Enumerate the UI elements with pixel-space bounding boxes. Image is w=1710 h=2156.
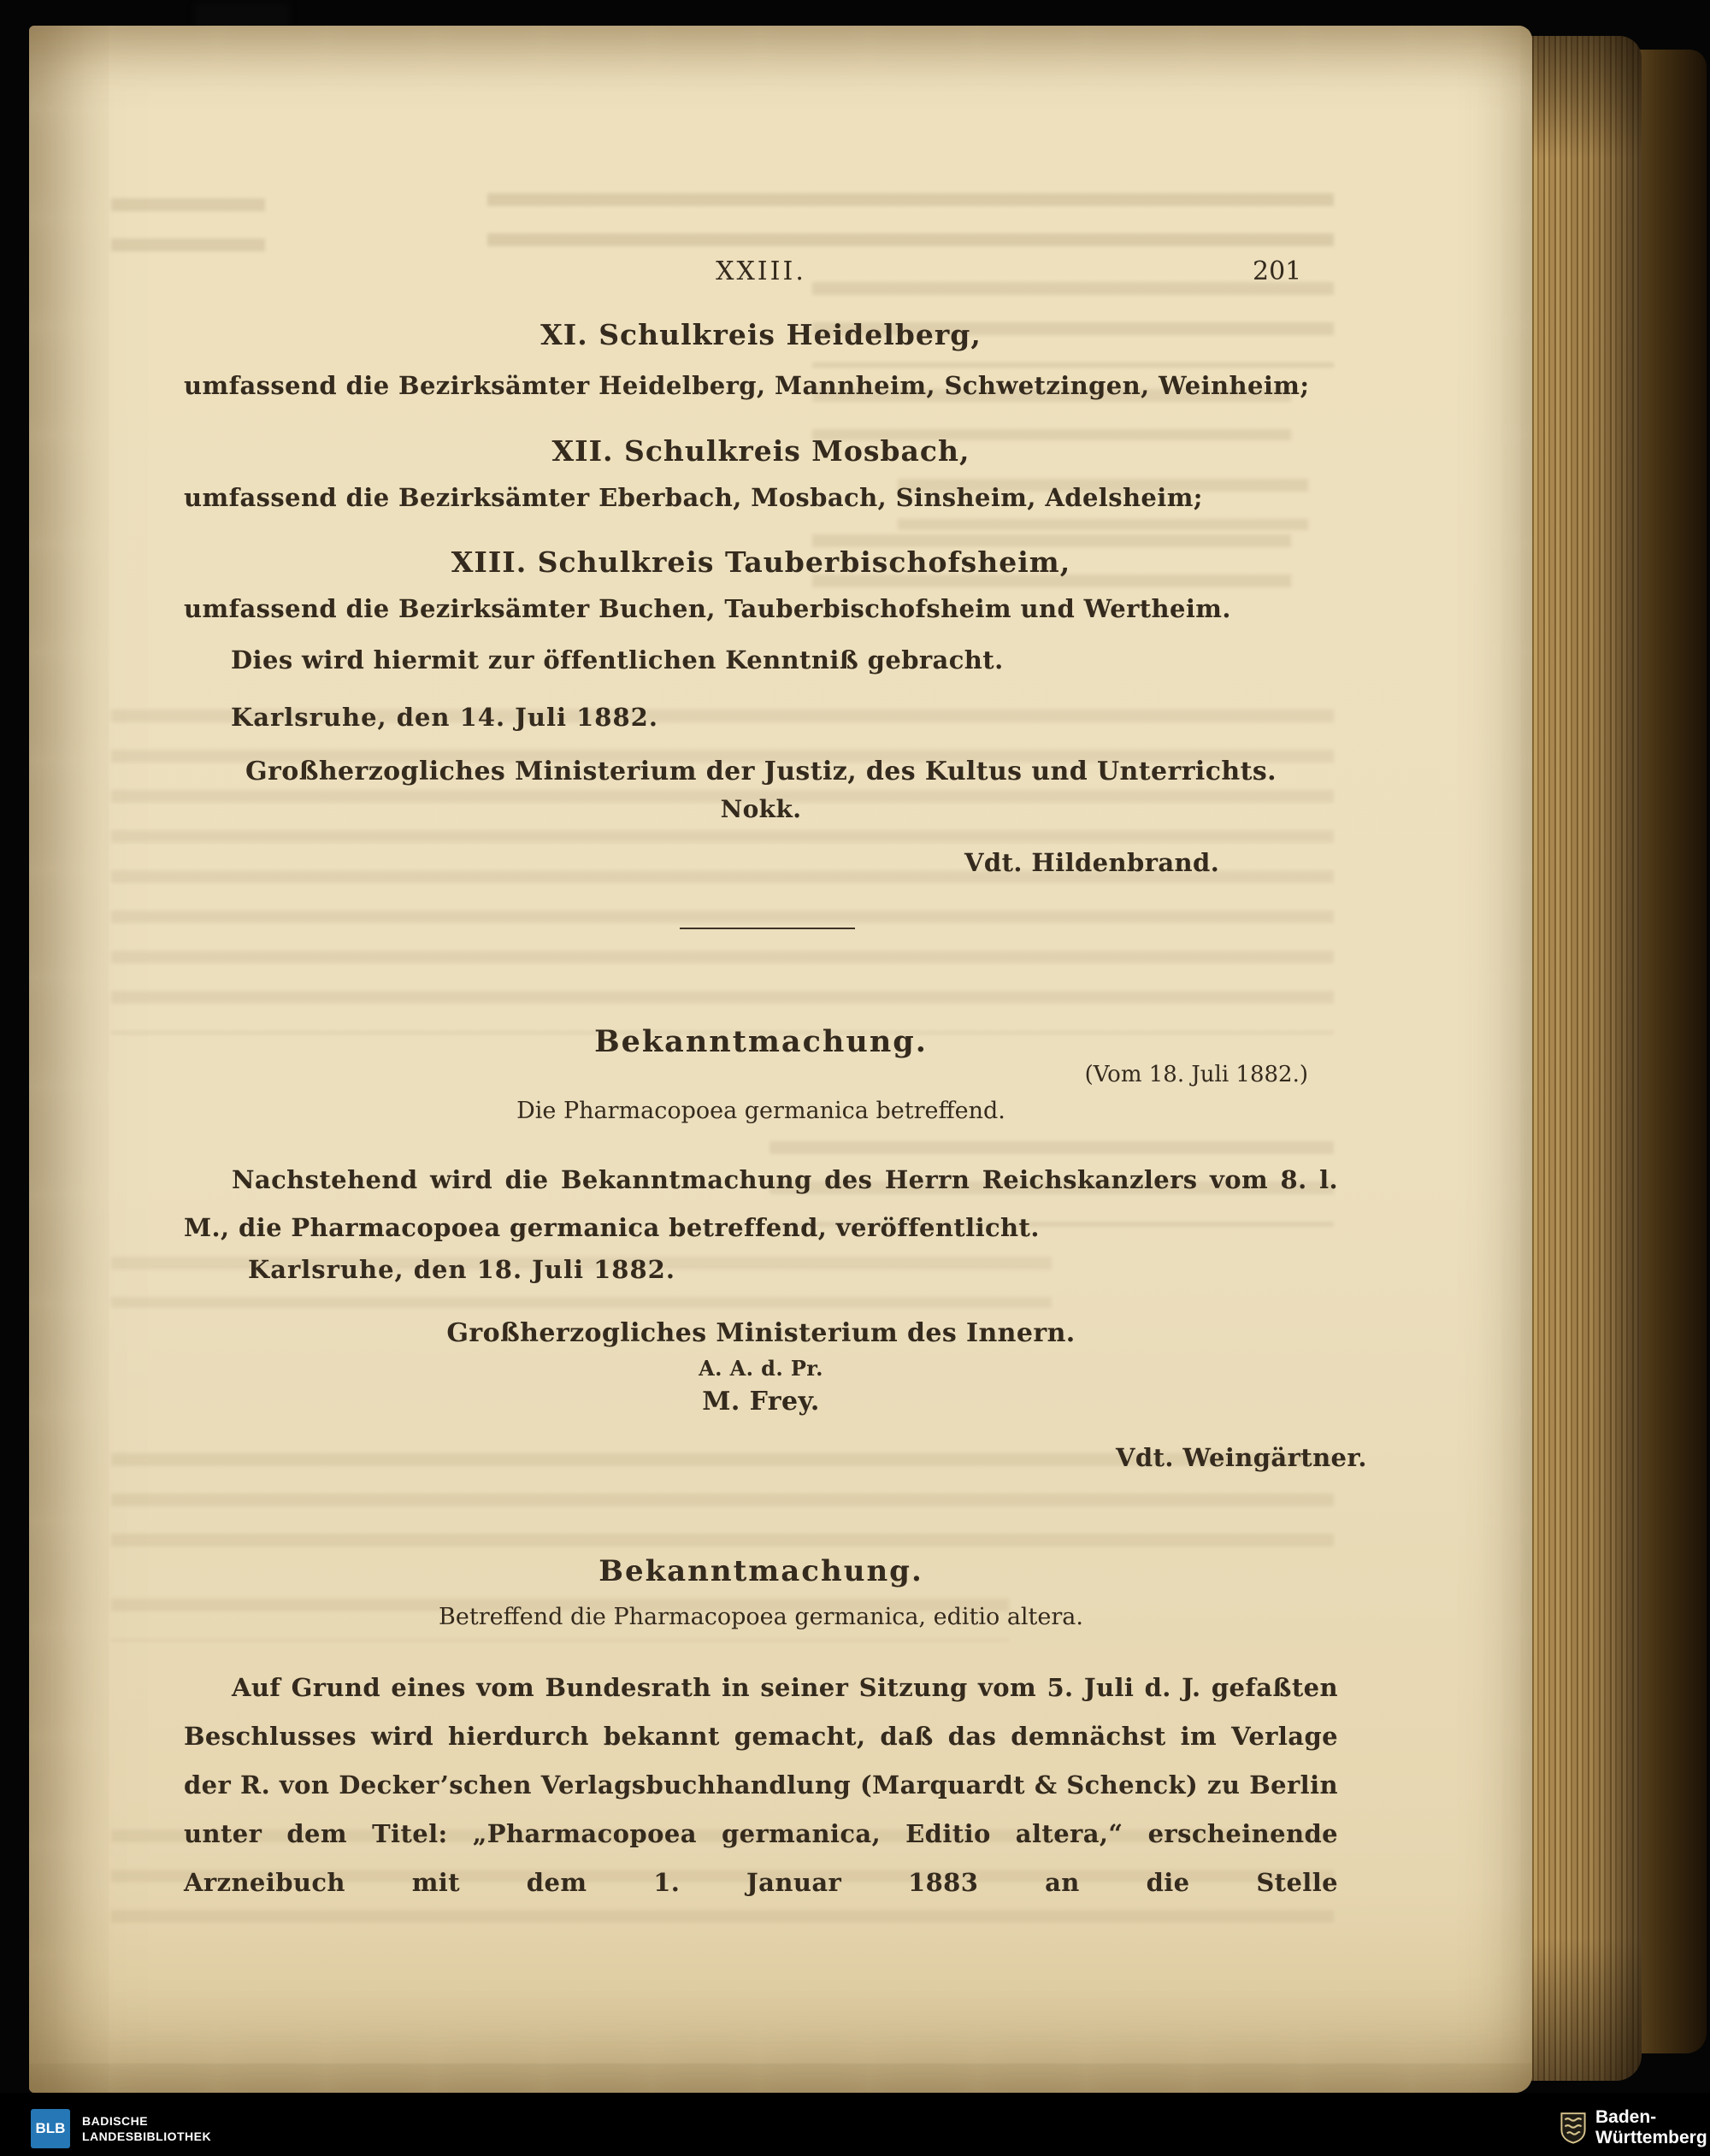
state-branding: [1560, 2106, 1710, 2150]
notice2-dateline: Karlsruhe, den 18. Juli 1882.: [248, 1255, 675, 1284]
notice1-signature: Nokk.: [720, 795, 802, 823]
notice2-title: Bekanntmachung.: [594, 1024, 928, 1059]
document-page: [29, 26, 1532, 2093]
schulkreis-xi-heading: XI. Schulkreis Heidelberg,: [540, 318, 982, 351]
notice2-subject: Die Pharmacopoea germanica betreffend.: [516, 1098, 1005, 1124]
library-name: [82, 2113, 211, 2144]
bleed-through-text: [487, 193, 1334, 256]
notice1-ministry: Großherzogliches Ministerium der Justiz, des Kultus und Unterrichts.: [245, 757, 1277, 786]
schulkreis-xi-body: umfassend die Bezirksämter Heidelberg, Mannheim, Schwetzingen, Weinheim;: [184, 371, 1310, 400]
notice2-body: Nachstehend wird die Bekanntmachung des Herrn Reichskanzlers vom 8. l. M., die Pharmacopoea germanica betreffend, veröffentlicht.: [184, 1165, 1338, 1242]
schulkreis-xiii-heading: XIII. Schulkreis Tauberbischofsheim,: [451, 545, 1071, 579]
notice3-body: Auf Grund eines vom Bundesrath in seiner Sitzung vom 5. Juli d. J. gefaßten Beschlusses wird hierdurch bekannt gemacht, daß das demnächst im Verlage der R. von Decker’schen Verlagsbuchhandlung (Marquardt & Schenck) zu Berlin unter dem Titel: „Pharmacopoea germanica, Editio altera,“ erscheinende Arzneibuch mit dem 1. Januar 1883 an die Stelle: [184, 1673, 1338, 1897]
schulkreis-xii-heading: XII. Schulkreis Mosbach,: [551, 434, 970, 468]
notice2-date-note: (Vom 18. Juli 1882.): [1084, 1062, 1308, 1087]
schulkreis-xii-body: umfassend die Bezirksämter Eberbach, Mosbach, Sinsheim, Adelsheim;: [184, 483, 1203, 512]
notice2-office-abbr: A. A. d. Pr.: [699, 1356, 823, 1381]
notice1-countersign: Vdt. Hildenbrand.: [964, 848, 1220, 877]
notice2-countersign: Vdt. Weingärtner.: [1116, 1443, 1367, 1472]
blb-logo: [31, 2109, 70, 2148]
state-label: Baden-Württemberg: [1595, 2107, 1707, 2147]
schulkreis-xiii-body: umfassend die Bezirksämter Buchen, Tauberbischofsheim und Wertheim.: [184, 594, 1231, 623]
library-name-line2: LANDESBIBLIOTHEK: [82, 2129, 212, 2143]
notice1-closing: Dies wird hiermit zur öffentlichen Kenntniß gebracht.: [231, 645, 1004, 674]
section-divider: [680, 928, 855, 929]
notice3-title: Bekanntmachung.: [598, 1554, 923, 1588]
footer-bar: [0, 2093, 1710, 2156]
coat-of-arms-icon: [1560, 2111, 1587, 2145]
blb-acronym: BLB: [35, 2120, 66, 2136]
notice2-signature: M. Frey.: [702, 1387, 820, 1417]
notice3-subject: Betreffend die Pharmacopoea germanica, editio altera.: [439, 1604, 1083, 1630]
notice1-dateline: Karlsruhe, den 14. Juli 1882.: [231, 703, 658, 732]
chapter-numeral: XXIII.: [716, 256, 806, 286]
notice2-ministry: Großherzogliches Ministerium des Innern.: [446, 1318, 1076, 1348]
library-name-line1: BADISCHE: [82, 2114, 149, 2128]
page-number: 201: [1253, 256, 1302, 286]
